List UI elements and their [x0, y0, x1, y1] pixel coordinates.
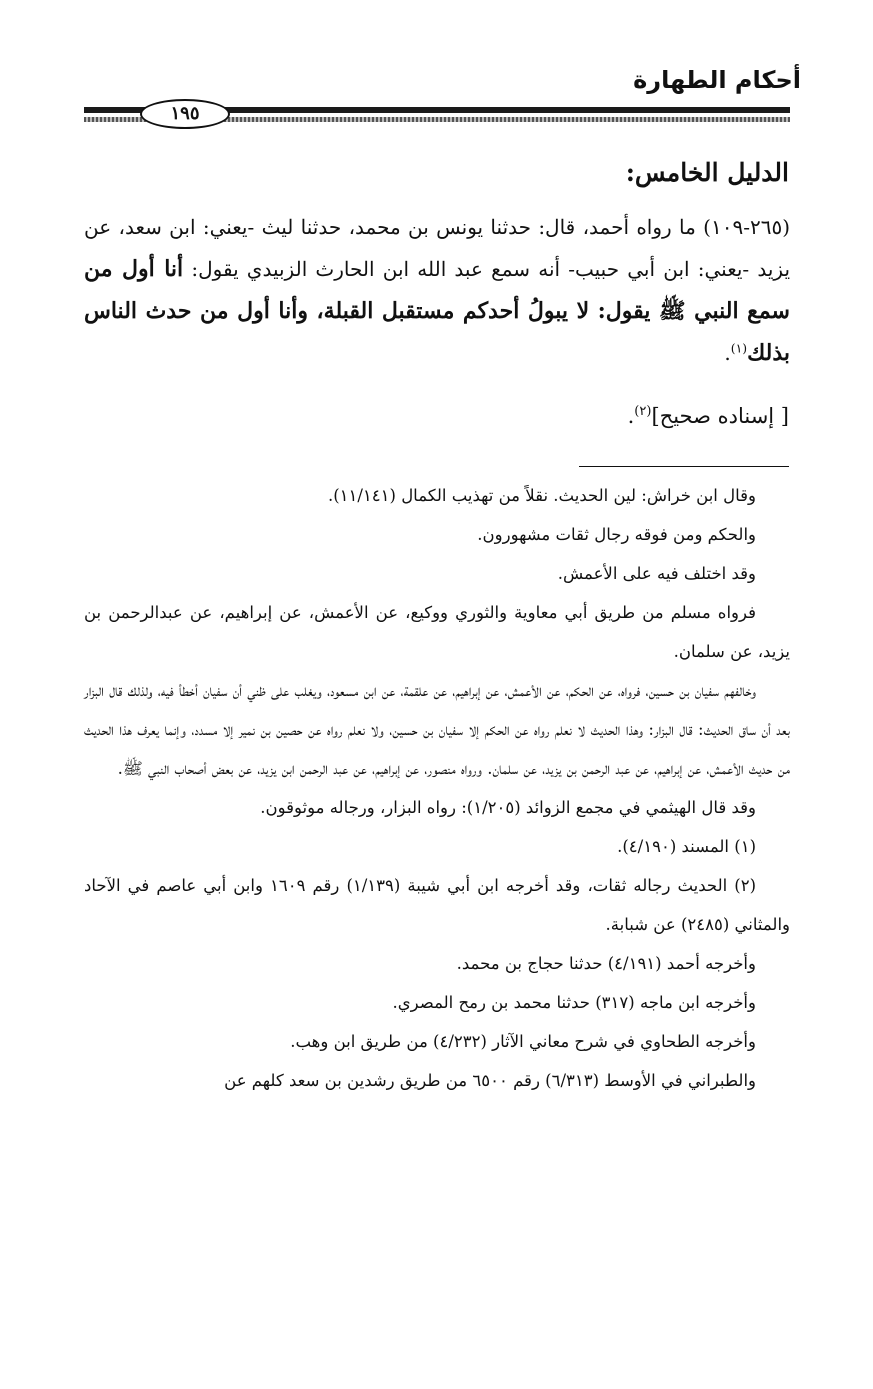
page-number: ١٩٥	[140, 99, 230, 129]
isnad-grade-text: [ إسناده صحيح]	[651, 404, 789, 428]
isnad-grade: [ إسناده صحيح]$^{(٢)}$.	[627, 404, 789, 428]
footnote-1: (١) المسند (٤/١٩٠).	[617, 837, 756, 856]
footnote-2: (٢) الحديث رجاله ثقات، وقد أخرجه ابن أبي شيبة (١/١٣٩) رقم ١٦٠٩ وابن أبي عاصم في الآحاد والمثاني (٢٤٨٥) عن شبابة.	[84, 876, 790, 934]
footnote-line: والطبراني في الأوسط (٦/٣١٣) رقم ٦٥٠٠ من طريق رشدين بن سعد كلهم عن	[224, 1071, 756, 1090]
footnote-line: والحكم ومن فوقه رجال ثقات مشهورون.	[477, 525, 756, 544]
footnotes-block	[84, 476, 790, 1100]
footnote-line: وأخرجه الطحاوي في شرح معاني الآثار (٤/٢٣٢) من طريق ابن وهب.	[290, 1032, 756, 1051]
section-heading: الدليل الخامس:	[625, 158, 789, 187]
footnote-line: فرواه مسلم من طريق أبي معاوية والثوري ووكيع، عن الأعمش، عن إبراهيم، عن عبدالرحمن بن يزيد، عن سلمان.	[84, 603, 790, 661]
footnote-line: وقد اختلف فيه على الأعمش.	[557, 564, 756, 583]
footnote-line: وخالفهم سفيان بن حسين، فرواه، عن الحكم، عن الأعمش، عن إبراهيم، عن علقمة، عن ابن مسعود، ويغلب على ظني أن سفيان أخطأ فيه، ولذلك قال البزار بعد أن ساق الحديث: قال البزار: وهذا الحديث لا نعلم رواه عن الحكم إلا سفيان بن حسين، ولا نعلم رواه عن حصين بن نمير إلا مسدد، وإنما يعرف هذا الحديث من حديث الأعمش، عن إبراهيم، عن عبد الرحمن بن يزيد، عن سلمان. ورواه منصور، عن إبراهيم، عن عبد الرحمن ابن يزيد، عن بعض أصحاب النبي ﷺ.	[84, 681, 790, 778]
footnote-ref-1[interactable]: (١)	[730, 340, 748, 356]
footnote-line: وأخرجه أحمد (٤/١٩١) حدثنا حجاج بن محمد.	[456, 954, 756, 973]
footnote-separator	[579, 466, 789, 467]
hadith-chain: (٢٦٥-١٠٩) ما رواه أحمد، قال: حدثنا يونس بن محمد، حدثنا ليث -يعني: ابن سعد، عن يزيد -يعني: ابن أبي حبيب- أنه سمع عبد الله ابن الحارث الزبيدي يقول:	[84, 215, 791, 281]
footnote-line: وأخرجه ابن ماجه (٣١٧) حدثنا محمد بن رمح المصري.	[392, 993, 756, 1012]
footnote-line: وقال ابن خراش: لين الحديث. نقلاً من تهذيب الكمال (١١/١٤١).	[327, 486, 756, 505]
footnote-line: وقد قال الهيثمي في مجمع الزوائد (١/٢٠٥): رواه البزار، ورجاله موثوقون.	[260, 798, 756, 817]
hadith-paragraph: (٢٦٥-١٠٩) ما رواه أحمد، قال: حدثنا يونس بن محمد، حدثنا ليث -يعني: ابن سعد، عن يزيد -يعني: ابن أبي حبيب- أنه سمع عبد الله ابن الحارث الزبيدي يقول: أنا أول من سمع النبي ﷺ يقول: لا يبولُ أحدكم مستقبل القبلة، وأنا أول من حدث الناس بذلك$^{(١)}$.	[84, 215, 791, 366]
hadith-text: أنا أول من سمع النبي ﷺ يقول: لا يبولُ أحدكم مستقبل القبلة، وأنا أول من حدث الناس بذلك	[84, 256, 790, 366]
running-header-title: أحكام الطهارة	[633, 66, 801, 94]
footnote-ref-2[interactable]: (٢)	[634, 404, 652, 419]
